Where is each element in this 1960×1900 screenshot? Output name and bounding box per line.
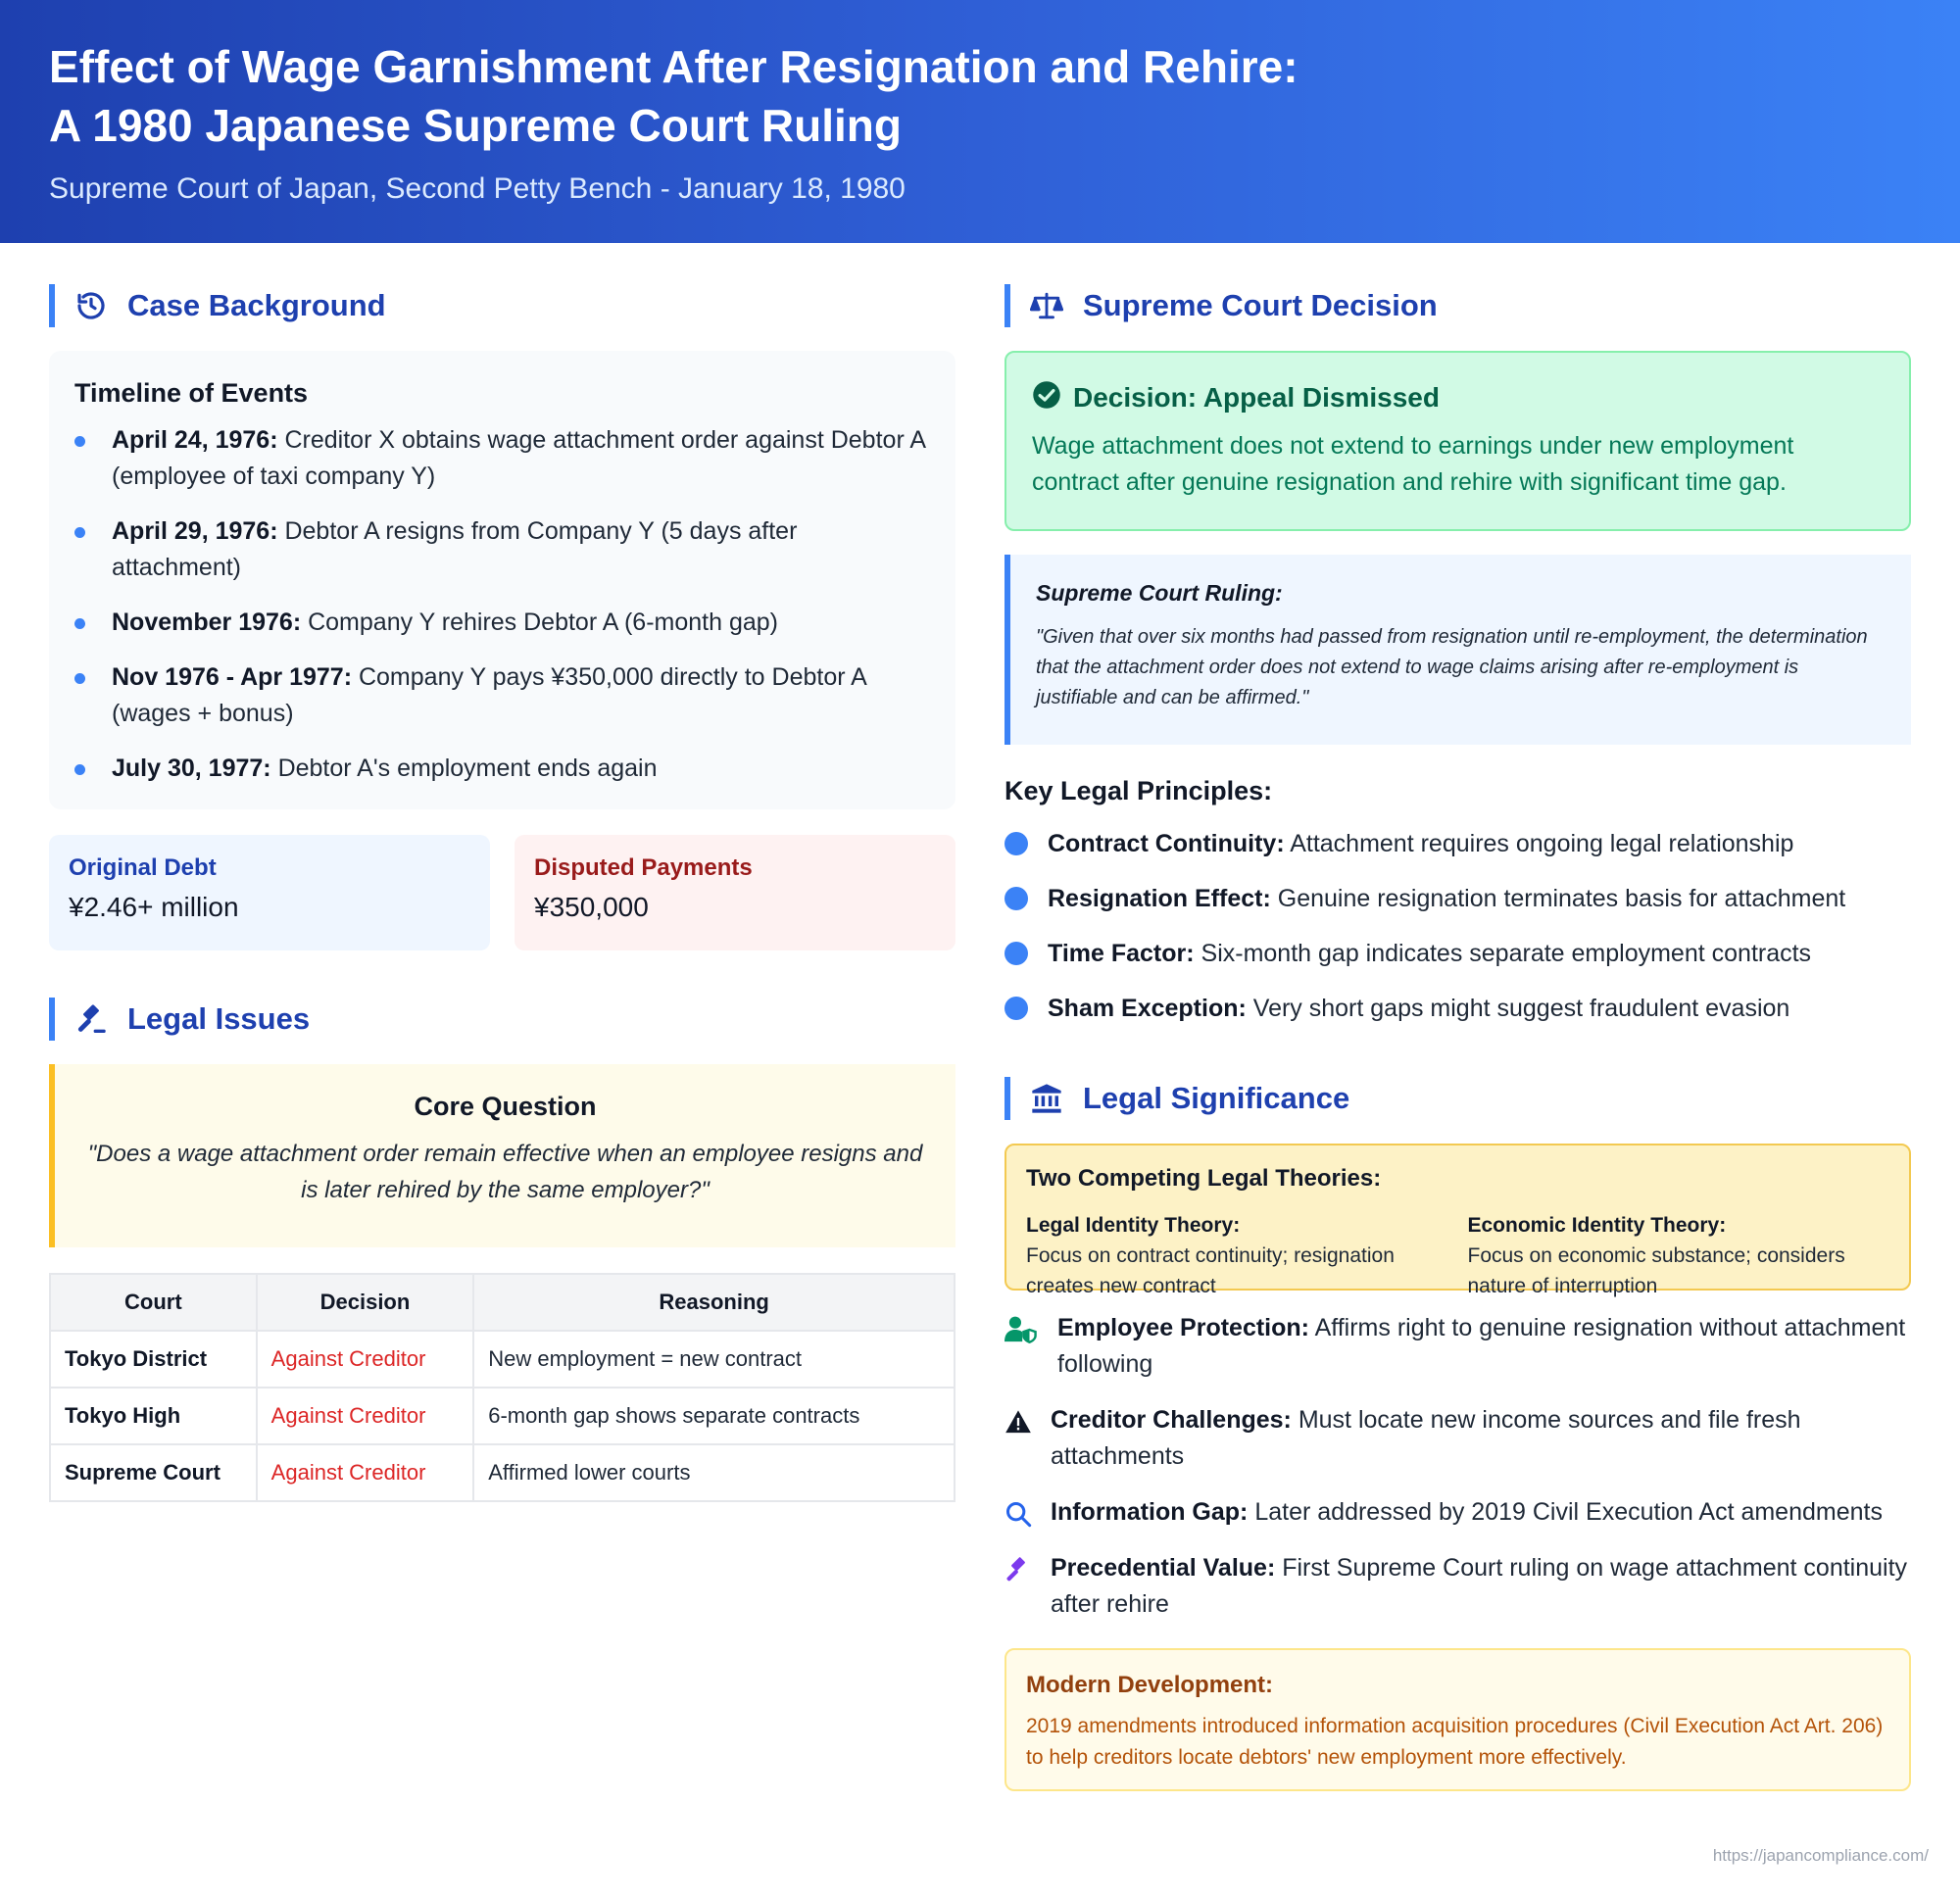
- timeline-item: [74, 513, 932, 586]
- item-text: Affirms right to genuine resignation without attachment following: [1057, 1314, 1906, 1378]
- modern-title: Modern Development:: [1026, 1672, 1274, 1698]
- principle-label: Sham Exception:: [1048, 995, 1247, 1022]
- user-shield-icon: [1004, 1314, 1038, 1345]
- column-header-decision: Decision: [257, 1274, 474, 1331]
- timeline-date: Nov 1976 - Apr 1977:: [112, 663, 353, 691]
- search-icon: [1004, 1498, 1032, 1530]
- title-line-2: A 1980 Japanese Supreme Court Ruling: [49, 100, 903, 151]
- decision-text: Wage attachment does not extend to earnings under new employment contract after genuine resignation and rehire with significant time gap.: [1032, 432, 1794, 496]
- section-title-text: Legal Significance: [1083, 1081, 1350, 1115]
- bullet-dot: [1004, 832, 1028, 855]
- modern-text: 2019 amendments introduced information acquisition procedures (Civil Execution Act Art. 206) to help creditors locate debtors' new employment more effectively.: [1026, 1715, 1884, 1769]
- bullet-dot: [1004, 887, 1028, 910]
- decision-title: Decision: Appeal Dismissed: [1073, 381, 1440, 413]
- gavel-icon: [1004, 1554, 1032, 1585]
- principle-label: Time Factor:: [1048, 940, 1195, 967]
- cell-decision: Against Creditor: [257, 1388, 474, 1444]
- timeline-item: [74, 422, 932, 495]
- page-title: [49, 37, 1911, 155]
- bullet-dot: [74, 764, 85, 775]
- principle-text: Genuine resignation terminates basis for attachment: [1270, 885, 1846, 912]
- theories-title: Two Competing Legal Theories:: [1026, 1165, 1382, 1192]
- timeline-text: Debtor A resigns from Company Y (5 days after attachment): [112, 517, 798, 581]
- footer-url: https://japancompliance.com/: [1712, 1846, 1929, 1865]
- right-column: [1004, 284, 1911, 1791]
- cell-court: Supreme Court: [50, 1444, 257, 1501]
- cell-reasoning: 6-month gap shows separate contracts: [473, 1388, 955, 1444]
- bullet-dot: [1004, 997, 1028, 1020]
- timeline-text: Company Y rehires Debtor A (6-month gap): [301, 609, 778, 636]
- theories-row: [1026, 1210, 1889, 1301]
- item-text: First Supreme Court ruling on wage attachment continuity after rehire: [1051, 1554, 1908, 1618]
- timeline-text: Company Y pays ¥350,000 directly to Debtor A (wages + bonus): [112, 663, 866, 727]
- ruling-title: Supreme Court Ruling:: [1036, 580, 1283, 606]
- principle-text: Attachment requires ongoing legal relationship: [1284, 830, 1794, 857]
- history-icon: [74, 289, 108, 322]
- theory-economic-identity: [1468, 1210, 1890, 1301]
- theory-text: Focus on economic substance; considers nature of interruption: [1467, 1244, 1845, 1297]
- item-label: Information Gap:: [1051, 1498, 1249, 1526]
- ruling-text: "Given that over six months had passed from resignation until re-employment, the determination that the attachment order does not extend to wage claims arising after re-employment is justifiable and can be affirmed.": [1036, 626, 1868, 708]
- cell-court: Tokyo High: [50, 1388, 257, 1444]
- cell-court: Tokyo District: [50, 1331, 257, 1388]
- section-title-text: Case Background: [127, 288, 386, 322]
- timeline-date: April 29, 1976:: [112, 517, 278, 545]
- principle-text: Very short gaps might suggest fraudulent evasion: [1246, 995, 1790, 1022]
- core-question-text: "Does a wage attachment order remain effective when an employee resigns and is later rehired by the same employer?": [87, 1141, 923, 1203]
- table-header-row: [50, 1274, 955, 1331]
- table-row: [50, 1444, 955, 1501]
- cell-reasoning: Affirmed lower courts: [473, 1444, 955, 1501]
- principle-item: [1004, 936, 1911, 971]
- scales-icon: [1030, 289, 1063, 322]
- significance-item: [1004, 1494, 1911, 1531]
- original-debt-card: [49, 835, 490, 950]
- stat-value: ¥350,000: [534, 892, 649, 922]
- bullet-dot: [74, 618, 85, 629]
- stat-label: Disputed Payments: [534, 854, 753, 881]
- table-row: [50, 1331, 955, 1388]
- competing-theories-box: [1004, 1144, 1911, 1297]
- timeline-text: Debtor A's employment ends again: [270, 755, 658, 782]
- timeline-date: July 30, 1977:: [112, 755, 271, 782]
- section-legal-significance: [1004, 1077, 1911, 1120]
- item-label: Creditor Challenges:: [1051, 1406, 1292, 1434]
- theory-label: Legal Identity Theory:: [1026, 1214, 1241, 1237]
- item-label: Employee Protection:: [1057, 1314, 1309, 1341]
- core-question-title: Core Question: [414, 1092, 597, 1121]
- core-question-box: [49, 1064, 956, 1247]
- item-text: Later addressed by 2019 Civil Execution Act amendments: [1248, 1498, 1883, 1526]
- left-column: [49, 284, 956, 1502]
- stat-row: [49, 835, 956, 950]
- landmark-icon: [1030, 1082, 1063, 1115]
- timeline-item: [74, 751, 932, 787]
- timeline-date: April 24, 1976:: [112, 426, 278, 454]
- disputed-payments-card: [514, 835, 956, 950]
- principle-label: Resignation Effect:: [1048, 885, 1271, 912]
- stat-value: ¥2.46+ million: [69, 892, 239, 922]
- warning-icon: [1004, 1406, 1032, 1437]
- principle-text: Six-month gap indicates separate employment contracts: [1194, 940, 1812, 967]
- page-subtitle: Supreme Court of Japan, Second Petty Bench - January 18, 1980: [49, 172, 906, 205]
- modern-development-box: [1004, 1648, 1911, 1791]
- bullet-dot: [74, 436, 85, 447]
- timeline-text: Creditor X obtains wage attachment order against Debtor A (employee of taxi company Y): [112, 426, 925, 490]
- theory-label: Economic Identity Theory:: [1467, 1214, 1727, 1237]
- title-line-1: Effect of Wage Garnishment After Resignation and Rehire:: [49, 41, 1298, 92]
- section-case-background: [49, 284, 956, 327]
- decision-box: [1004, 351, 1911, 531]
- section-legal-issues: [49, 998, 956, 1041]
- page-header: [0, 0, 1960, 243]
- cell-reasoning: New employment = new contract: [473, 1331, 955, 1388]
- gavel-icon: [74, 1002, 108, 1036]
- stat-label: Original Debt: [69, 854, 217, 881]
- timeline-box: [49, 351, 956, 809]
- significance-item: [1004, 1402, 1911, 1475]
- theory-text: Focus on contract continuity; resignation creates new contract: [1026, 1244, 1395, 1297]
- significance-item: [1004, 1550, 1911, 1623]
- bullet-dot: [74, 527, 85, 538]
- ruling-quote-box: [1004, 555, 1911, 745]
- column-header-reasoning: Reasoning: [473, 1274, 955, 1331]
- significance-item: [1004, 1310, 1911, 1383]
- timeline-title: Timeline of Events: [74, 378, 309, 408]
- principle-item: [1004, 826, 1911, 861]
- timeline-item: [74, 605, 932, 641]
- timeline-date: November 1976:: [112, 609, 302, 636]
- table-row: [50, 1388, 955, 1444]
- decision-header: [1032, 380, 1884, 414]
- principles-title: Key Legal Principles:: [1004, 776, 1273, 805]
- court-decisions-table: [49, 1273, 956, 1502]
- principle-item: [1004, 881, 1911, 916]
- bullet-dot: [1004, 942, 1028, 965]
- cell-decision: Against Creditor: [257, 1444, 474, 1501]
- check-circle-icon: [1032, 380, 1061, 414]
- principle-item: [1004, 991, 1911, 1026]
- section-supreme-court-decision: [1004, 284, 1911, 327]
- section-title-text: Legal Issues: [127, 1001, 311, 1036]
- timeline-item: [74, 659, 932, 732]
- section-title-text: Supreme Court Decision: [1083, 288, 1438, 322]
- bullet-dot: [74, 673, 85, 684]
- item-text: Must locate new income sources and file fresh attachments: [1051, 1406, 1801, 1470]
- item-label: Precedential Value:: [1051, 1554, 1276, 1582]
- cell-decision: Against Creditor: [257, 1331, 474, 1388]
- theory-legal-identity: [1026, 1210, 1448, 1301]
- principle-label: Contract Continuity:: [1048, 830, 1285, 857]
- column-header-court: Court: [50, 1274, 257, 1331]
